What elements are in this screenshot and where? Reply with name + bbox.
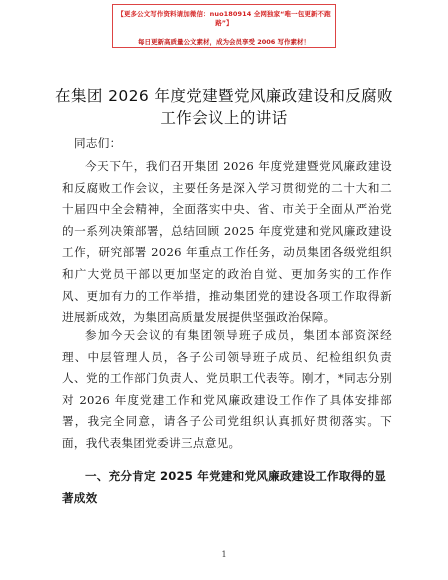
promo-line-1: 【更多公文写作资料请加微信：nuo180914 全网独家“唯一包更新不跑路”】 [117,10,331,27]
document-title-line-2: 工作会议上的讲话 [160,109,288,127]
salutation: 同志们： [74,136,122,150]
paragraph-2: 参加今天会议的有集团领导班子成员，集团本部资深经理、中层管理人员，各子公司领导班子成员、纪检组织负责人、党的工作部门负责人、党员职工代表等。刚才，*同志分别对 2026 年度党建工作和党风廉政建设工作作了具体安排部署，我完全同意，请各子公司党组织认真抓好贯彻落实。下面，我代表集团党委讲三点意见。 [62,328,392,450]
promo-line-2: 每日更新高质量公文素材，成为会员享受 2006 写作素材！ [137,38,311,46]
promo-banner [112,4,336,48]
paragraph-1: 今天下午，我们召开集团 2026 年度党建暨党风廉政建设和反腐败工作会议，主要任务是深入学习贯彻党的二十大和二十届四中全会精神，全面落实中央、省、市关于全面从严治党的一系列决策部署，总结回顾 2025 年度党建和党风廉政建设工作，研究部署 2026 年重点工作任务，动员集团各级党组织和广大党员干部以更加坚定的政治自觉、更加务实的工作作风、更加有力的工作举措，推动集团党的建设各项工作取得新进展新成效，为集团高质量发展提供坚强政治保障。 [62,159,392,325]
page-number: 1 [221,550,227,559]
document-title-line-1: 在集团 2026 年度党建暨党风廉政建设和反腐败 [55,87,393,105]
section-heading-1: 一、充分肯定 2025 年党建和党风廉政建设工作取得的显著成效 [62,469,387,505]
